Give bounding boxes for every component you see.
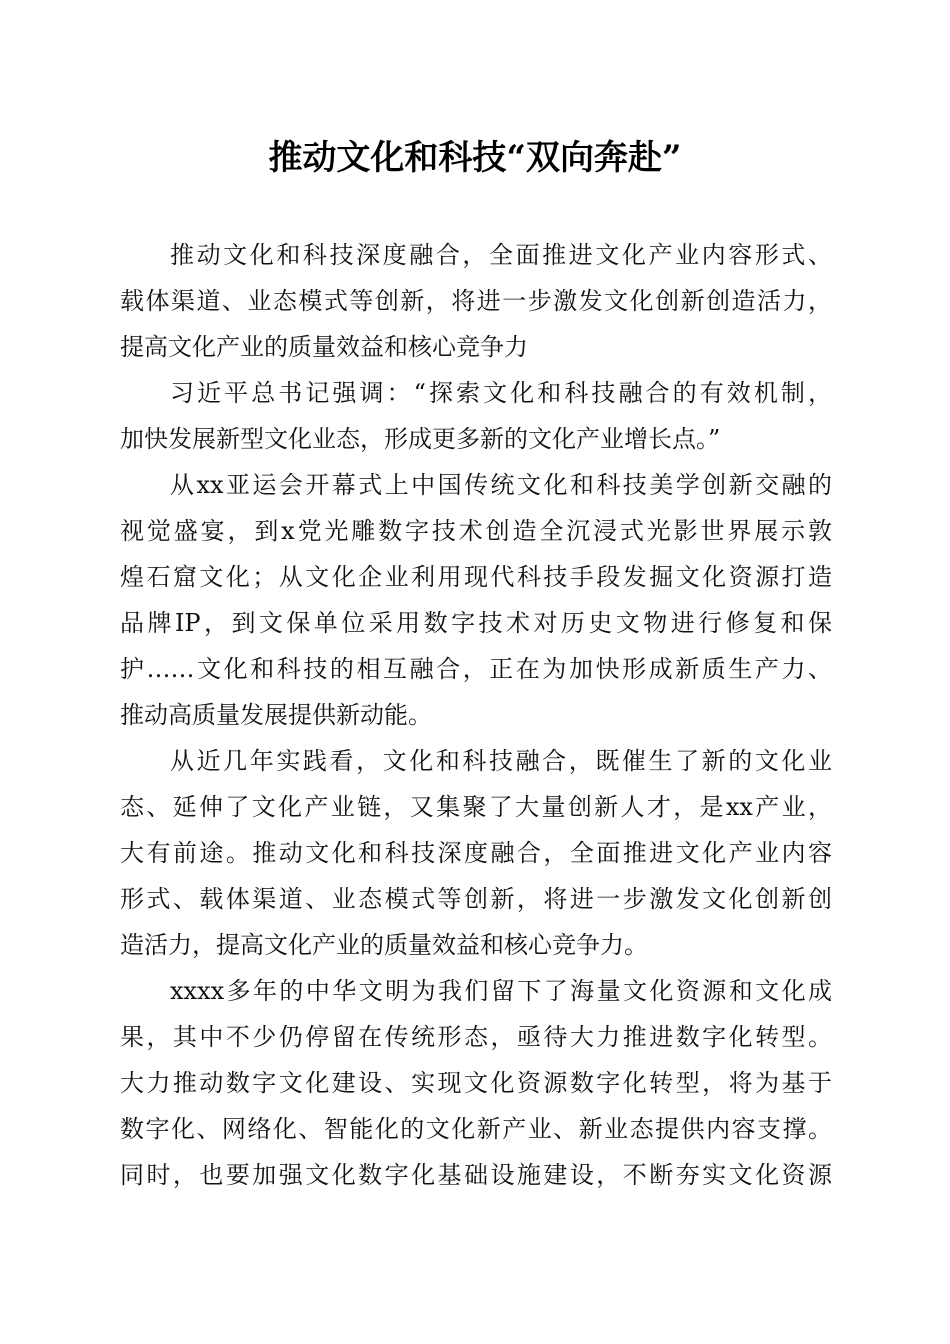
text-line: 护……文化和科技的相互融合，正在为加快形成新质生产力、 [120,655,832,683]
paragraph-5 [120,968,832,1198]
document-body [120,232,832,1198]
paragraph-4 [120,738,832,968]
text-line: 推动高质量发展提供新动能。 [120,701,432,729]
text-line: 提高文化产业的质量效益和核心竞争力 [120,333,528,361]
paragraph-2 [120,370,832,462]
text-line: 推动文化和科技深度融合，全面推进文化产业内容形式、 [170,241,832,269]
text-line: xxxx多年的中华文明为我们留下了海量文化资源和文化成 [170,977,832,1005]
text-line: 果，其中不少仍停留在传统形态，亟待大力推进数字化转型。 [120,1023,832,1051]
text-line: 煌石窟文化；从文化企业利用现代科技手段发掘文化资源打造 [120,563,832,591]
text-line: 从xx亚运会开幕式上中国传统文化和科技美学创新交融的 [170,471,832,499]
text-line: 从近几年实践看，文化和科技融合，既催生了新的文化业 [170,747,832,775]
text-line: 品牌IP，到文保单位采用数字技术对历史文物进行修复和保 [120,609,832,637]
text-line: 加快发展新型文化业态，形成更多新的文化产业增长点。” [120,425,721,453]
text-line: 数字化、网络化、智能化的文化新产业、新业态提供内容支撑。 [120,1115,832,1143]
document-title: 推动文化和科技“双向奔赴” [268,138,682,178]
text-line: 形式、载体渠道、业态模式等创新，将进一步激发文化创新创 [120,885,832,913]
text-line: 习近平总书记强调：“探索文化和科技融合的有效机制， [170,379,832,407]
text-line: 视觉盛宴，到x党光雕数字技术创造全沉浸式光影世界展示敦 [120,517,832,545]
paragraph-3 [120,462,832,738]
text-line: 同时，也要加强文化数字化基础设施建设，不断夯实文化资源 [120,1161,832,1189]
text-line: 大力推动数字文化建设、实现文化资源数字化转型，将为基于 [120,1069,832,1097]
text-line: 载体渠道、业态模式等创新，将进一步激发文化创新创造活力， [120,287,832,315]
text-line: 大有前途。推动文化和科技深度融合，全面推进文化产业内容 [120,839,832,867]
text-line: 态、延伸了文化产业链，又集聚了大量创新人才，是xx产业， [120,793,832,821]
text-line: 造活力，提高文化产业的质量效益和核心竞争力。 [120,931,648,959]
paragraph-1 [120,232,832,370]
